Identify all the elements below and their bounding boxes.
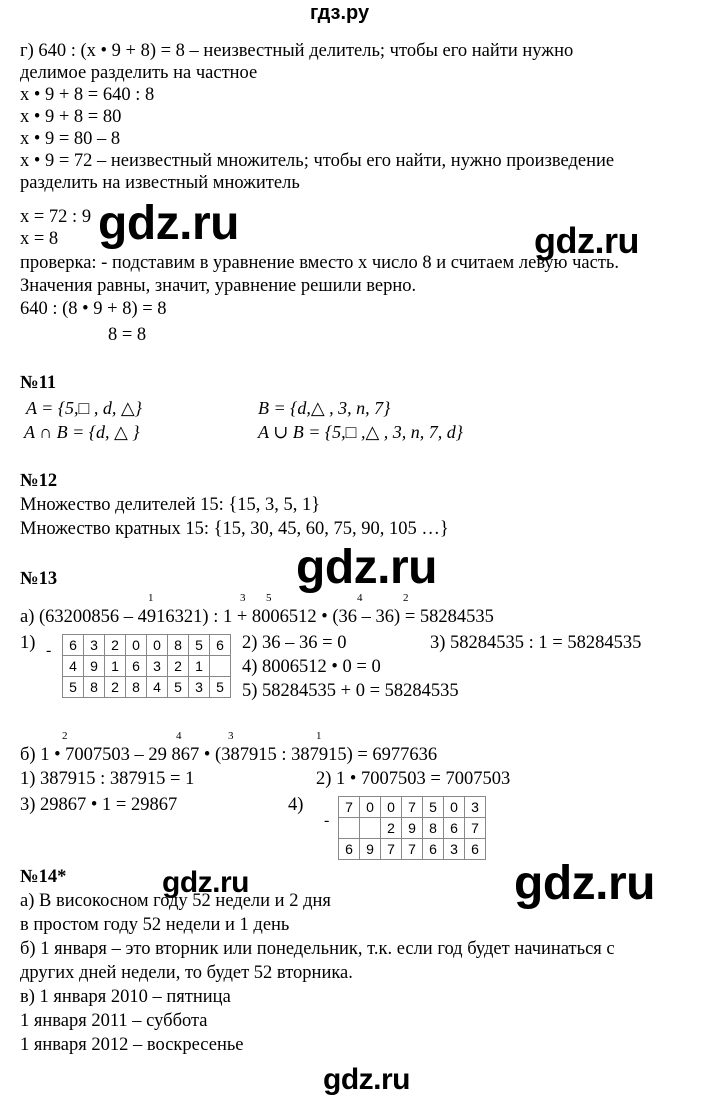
step-5-a: 5) 58284535 + 0 = 58284535 (242, 681, 459, 701)
set-union: A ∪ B = {5,□ ,△ , 3, n, 7, d} (258, 422, 464, 442)
grid-cell (318, 839, 339, 860)
grid-cell: 7 (339, 797, 360, 818)
grid-cell: 4 (147, 677, 168, 698)
grid-cell: 0 (381, 797, 402, 818)
step-2-b: 2) 1 • 7007503 = 7007503 (316, 769, 511, 789)
grid-row (318, 839, 486, 860)
grid-cell (210, 656, 231, 677)
grid-cell: 0 (360, 797, 381, 818)
watermark: gdz.ru (534, 220, 639, 261)
grid-cell (318, 797, 339, 818)
grid-cell: 8 (84, 677, 105, 698)
grid-cell: 2 (381, 818, 402, 839)
grid-cell: 5 (168, 677, 189, 698)
text-line: в простом году 52 недели и 1 день (20, 915, 290, 935)
text-line: разделить на известный множитель (20, 173, 300, 193)
text-line: делимое разделить на частное (20, 63, 258, 83)
grid-cell: 5 (189, 635, 210, 656)
grid-cell: 1 (105, 656, 126, 677)
grid-row (318, 797, 486, 818)
text-line: x = 72 : 9 (20, 207, 92, 227)
grid-cell (339, 818, 360, 839)
step-4-a: 4) 8006512 • 0 = 0 (242, 657, 381, 677)
grid-row (318, 818, 486, 839)
grid-cell: 9 (402, 818, 423, 839)
grid-cell: 6 (423, 839, 444, 860)
text-line: 1 января 2012 – воскресенье (20, 1035, 244, 1055)
order-number: 4 (357, 592, 363, 604)
text-line: x • 9 = 72 – неизвестный множитель; чтобы его найти, нужно произведение (20, 151, 615, 171)
text-line: x • 9 = 80 – 8 (20, 129, 121, 149)
step-2-a: 2) 36 – 36 = 0 (242, 633, 347, 653)
minus-sign: - (324, 812, 330, 829)
step-3-a: 3) 58284535 : 1 = 58284535 (430, 633, 642, 653)
grid-cell: 3 (189, 677, 210, 698)
text-line: 8 = 8 (108, 325, 147, 345)
grid-cell: 5 (210, 677, 231, 698)
text-line: в) 1 января 2010 – пятница (20, 987, 231, 1007)
grid-cell: 8 (126, 677, 147, 698)
grid-cell: 0 (444, 797, 465, 818)
multiples-line: Множество кратных 15: {15, 30, 45, 60, 75, 90, 105 …} (20, 519, 449, 539)
grid-cell: 5 (63, 677, 84, 698)
text-line: других дней недели, то будет 52 вторника. (20, 963, 353, 983)
order-number: 3 (228, 730, 234, 742)
grid-cell: 3 (84, 635, 105, 656)
grid-cell: 7 (465, 818, 486, 839)
grid-cell: 9 (84, 656, 105, 677)
text-line: 1 января 2011 – суббота (20, 1011, 208, 1031)
grid-cell: 8 (168, 635, 189, 656)
grid-cell: 3 (444, 839, 465, 860)
order-number: 1 (316, 730, 322, 742)
watermark: gdz.ru (98, 197, 239, 250)
expression-b: б) 1 • 7007503 – 29 867 • (387915 : 387915) = 6977636 (20, 745, 438, 765)
grid-cell: 1 (189, 656, 210, 677)
grid-cell: 7 (402, 839, 423, 860)
step-1-b: 1) 387915 : 387915 = 1 (20, 769, 195, 789)
grid-row (63, 656, 231, 677)
grid-cell: 2 (105, 677, 126, 698)
grid-cell: 6 (465, 839, 486, 860)
grid-cell: 2 (105, 635, 126, 656)
text-line: x = 8 (20, 229, 59, 249)
order-number: 4 (176, 730, 182, 742)
order-number: 5 (266, 592, 272, 604)
grid-cell: 2 (168, 656, 189, 677)
section-title-13: №13 (20, 569, 58, 589)
grid-cell (360, 818, 381, 839)
subtraction-grid-b (318, 796, 486, 860)
section-title-14: №14* (20, 867, 67, 887)
grid-cell: 7 (381, 839, 402, 860)
watermark: gdz.ru (514, 857, 655, 910)
watermark: gdz.ru (323, 1063, 410, 1096)
minus-sign: - (46, 642, 52, 659)
section-title-11: №11 (20, 373, 57, 393)
expression-a: а) (63200856 – 4916321) : 1 + 8006512 • (36 – 36) = 58284535 (20, 607, 494, 627)
site-header: гдз.ру (310, 2, 370, 24)
set-b: B = {d,△ , 3, n, 7} (258, 398, 391, 418)
grid-cell: 6 (339, 839, 360, 860)
grid-cell: 3 (465, 797, 486, 818)
text-line: проверка: - подставим в уравнение вместо x число 8 и считаем левую часть. (20, 253, 619, 273)
text-line: б) 1 января – это вторник или понедельник, т.к. если год будет начинаться с (20, 939, 615, 959)
grid-row (63, 635, 231, 656)
order-number: 3 (240, 592, 246, 604)
grid-cell: 0 (147, 635, 168, 656)
grid-row (63, 677, 231, 698)
grid-cell: 6 (63, 635, 84, 656)
text-line: г) 640 : (x • 9 + 8) = 8 – неизвестный делитель; чтобы его найти нужно (20, 41, 574, 61)
grid-cell: 9 (360, 839, 381, 860)
section-title-12: №12 (20, 471, 58, 491)
set-a: A = {5,□ , d, △} (26, 398, 142, 418)
grid-cell: 6 (126, 656, 147, 677)
grid-cell: 4 (63, 656, 84, 677)
order-number: 2 (403, 592, 409, 604)
watermark: gdz.ru (162, 866, 249, 899)
grid-cell: 3 (147, 656, 168, 677)
order-number: 1 (148, 592, 154, 604)
divisors-line: Множество делителей 15: {15, 3, 5, 1} (20, 495, 321, 515)
text-line: x • 9 + 8 = 80 (20, 107, 122, 127)
grid-cell: 6 (444, 818, 465, 839)
grid-cell: 7 (402, 797, 423, 818)
text-line: а) В високосном году 52 недели и 2 дня (20, 891, 331, 911)
grid-cell: 0 (126, 635, 147, 656)
order-number: 2 (62, 730, 68, 742)
grid-cell: 8 (423, 818, 444, 839)
step-3-b: 3) 29867 • 1 = 29867 (20, 795, 178, 815)
text-line: Значения равны, значит, уравнение решили верно. (20, 276, 417, 296)
grid-cell (318, 818, 339, 839)
text-line: x • 9 + 8 = 640 : 8 (20, 85, 155, 105)
step-4-label: 4) (288, 795, 304, 815)
step-label: 1) (20, 633, 36, 653)
watermark: gdz.ru (296, 541, 437, 594)
subtraction-grid-a (62, 634, 231, 698)
grid-cell: 5 (423, 797, 444, 818)
text-line: 640 : (8 • 9 + 8) = 8 (20, 299, 167, 319)
set-intersection: A ∩ B = {d, △ } (24, 422, 140, 442)
grid-cell: 6 (210, 635, 231, 656)
